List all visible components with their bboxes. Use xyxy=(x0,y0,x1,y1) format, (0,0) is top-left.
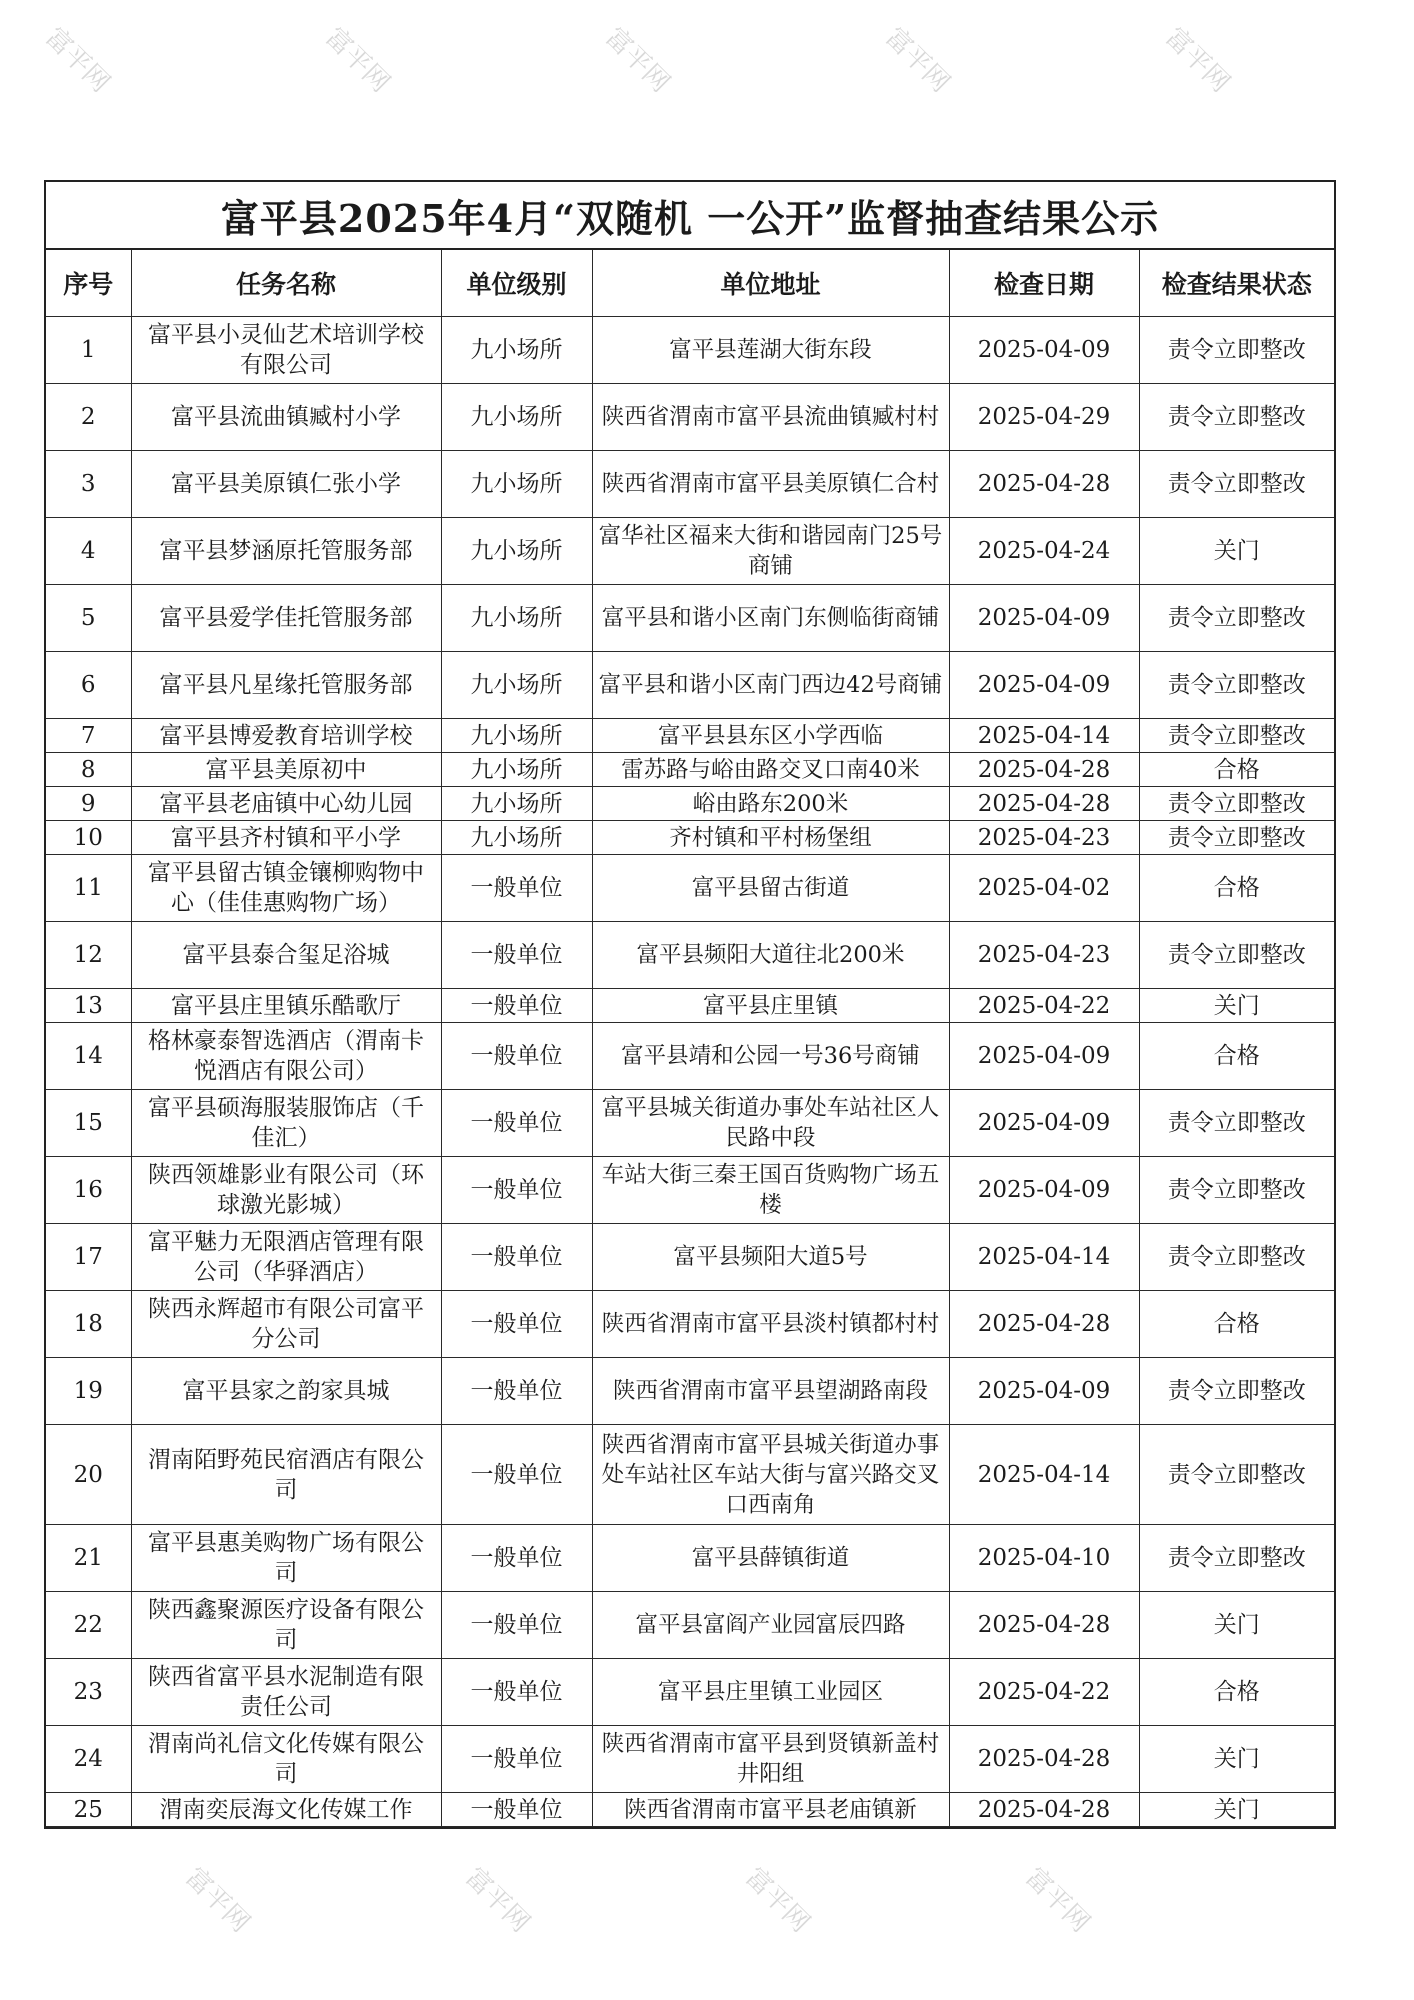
watermark: 富平网 xyxy=(459,1862,536,1939)
unit-level: 一般单位 xyxy=(441,1224,592,1291)
table-row xyxy=(46,855,1334,922)
unit-address: 富平县县东区小学西临 xyxy=(592,719,949,753)
row-number: 22 xyxy=(46,1592,131,1659)
task-name: 富平魅力无限酒店管理有限公司（华驿酒店） xyxy=(131,1224,441,1291)
unit-address: 峪由路东200米 xyxy=(592,787,949,821)
inspection-date: 2025-04-09 xyxy=(949,585,1139,652)
inspection-date: 2025-04-22 xyxy=(949,1659,1139,1726)
watermark: 富平网 xyxy=(39,22,116,99)
inspection-result: 责令立即整改 xyxy=(1139,451,1334,518)
inspection-date: 2025-04-09 xyxy=(949,1023,1139,1090)
header-cell: 单位地址 xyxy=(592,250,949,317)
unit-level: 一般单位 xyxy=(441,1090,592,1157)
unit-address: 富平县频阳大道往北200米 xyxy=(592,922,949,989)
unit-level: 一般单位 xyxy=(441,1023,592,1090)
row-number: 24 xyxy=(46,1726,131,1793)
inspection-date: 2025-04-28 xyxy=(949,1726,1139,1793)
unit-address: 雷苏路与峪由路交叉口南40米 xyxy=(592,753,949,787)
task-name: 渭南尚礼信文化传媒有限公司 xyxy=(131,1726,441,1793)
task-name: 富平县齐村镇和平小学 xyxy=(131,821,441,855)
unit-level: 九小场所 xyxy=(441,753,592,787)
unit-address: 陕西省渭南市富平县城关街道办事处车站社区车站大街与富兴路交叉口西南角 xyxy=(592,1425,949,1525)
table-row xyxy=(46,384,1334,451)
row-number: 13 xyxy=(46,989,131,1023)
unit-level: 一般单位 xyxy=(441,922,592,989)
unit-address: 富平县和谐小区南门东侧临街商铺 xyxy=(592,585,949,652)
task-name: 富平县凡星缘托管服务部 xyxy=(131,652,441,719)
task-name: 富平县惠美购物广场有限公司 xyxy=(131,1525,441,1592)
header-cell: 检查结果状态 xyxy=(1139,250,1334,317)
inspection-result: 责令立即整改 xyxy=(1139,384,1334,451)
unit-level: 一般单位 xyxy=(441,1592,592,1659)
watermark: 富平网 xyxy=(599,22,676,99)
unit-address: 富平县薛镇街道 xyxy=(592,1525,949,1592)
task-name: 陕西鑫聚源医疗设备有限公司 xyxy=(131,1592,441,1659)
watermark: 富平网 xyxy=(739,1862,816,1939)
unit-address: 齐村镇和平村杨堡组 xyxy=(592,821,949,855)
watermark: 富平网 xyxy=(1159,22,1236,99)
task-name: 富平县美原镇仁张小学 xyxy=(131,451,441,518)
unit-address: 陕西省渭南市富平县老庙镇新 xyxy=(592,1793,949,1827)
inspection-date: 2025-04-10 xyxy=(949,1525,1139,1592)
task-name: 富平县留古镇金镶柳购物中心（佳佳惠购物广场） xyxy=(131,855,441,922)
table-row xyxy=(46,1023,1334,1090)
unit-address: 富平县靖和公园一号36号商铺 xyxy=(592,1023,949,1090)
unit-address: 陕西省渭南市富平县淡村镇都村村 xyxy=(592,1291,949,1358)
inspection-result: 责令立即整改 xyxy=(1139,1358,1334,1425)
inspection-result: 责令立即整改 xyxy=(1139,1525,1334,1592)
header-cell: 检查日期 xyxy=(949,250,1139,317)
inspection-result: 关门 xyxy=(1139,1726,1334,1793)
row-number: 17 xyxy=(46,1224,131,1291)
task-name: 渭南陌野苑民宿酒店有限公司 xyxy=(131,1425,441,1525)
inspection-result: 责令立即整改 xyxy=(1139,1425,1334,1525)
table-row xyxy=(46,1090,1334,1157)
inspection-date: 2025-04-24 xyxy=(949,518,1139,585)
unit-level: 一般单位 xyxy=(441,1659,592,1726)
task-name: 富平县梦涵原托管服务部 xyxy=(131,518,441,585)
table-row xyxy=(46,1726,1334,1793)
table-row xyxy=(46,585,1334,652)
task-name: 富平县家之韵家具城 xyxy=(131,1358,441,1425)
inspection-result: 合格 xyxy=(1139,753,1334,787)
row-number: 12 xyxy=(46,922,131,989)
task-name: 富平县老庙镇中心幼儿园 xyxy=(131,787,441,821)
page-title: 富平县2025年4月“双随机 一公开”监督抽查结果公示 xyxy=(46,182,1334,250)
row-number: 15 xyxy=(46,1090,131,1157)
inspection-date: 2025-04-28 xyxy=(949,1592,1139,1659)
results-table xyxy=(46,250,1334,1827)
table-row xyxy=(46,922,1334,989)
unit-level: 九小场所 xyxy=(441,518,592,585)
unit-address: 富华社区福来大街和谐园南门25号商铺 xyxy=(592,518,949,585)
row-number: 5 xyxy=(46,585,131,652)
row-number: 6 xyxy=(46,652,131,719)
unit-level: 九小场所 xyxy=(441,821,592,855)
unit-level: 一般单位 xyxy=(441,1157,592,1224)
row-number: 23 xyxy=(46,1659,131,1726)
unit-address: 陕西省渭南市富平县望湖路南段 xyxy=(592,1358,949,1425)
unit-address: 陕西省渭南市富平县流曲镇臧村村 xyxy=(592,384,949,451)
inspection-date: 2025-04-09 xyxy=(949,1090,1139,1157)
inspection-result: 合格 xyxy=(1139,1023,1334,1090)
unit-level: 一般单位 xyxy=(441,1726,592,1793)
task-name: 富平县硕海服装服饰店（千佳汇） xyxy=(131,1090,441,1157)
unit-address: 陕西省渭南市富平县美原镇仁合村 xyxy=(592,451,949,518)
table-row xyxy=(46,787,1334,821)
inspection-date: 2025-04-23 xyxy=(949,922,1139,989)
watermark: 富平网 xyxy=(179,1862,256,1939)
inspection-date: 2025-04-09 xyxy=(949,1358,1139,1425)
row-number: 4 xyxy=(46,518,131,585)
inspection-date: 2025-04-28 xyxy=(949,1291,1139,1358)
task-name: 富平县博爱教育培训学校 xyxy=(131,719,441,753)
table-row xyxy=(46,1425,1334,1525)
table-row xyxy=(46,1224,1334,1291)
inspection-result: 责令立即整改 xyxy=(1139,1090,1334,1157)
inspection-result: 合格 xyxy=(1139,1659,1334,1726)
unit-level: 一般单位 xyxy=(441,1525,592,1592)
unit-level: 九小场所 xyxy=(441,585,592,652)
inspection-result: 责令立即整改 xyxy=(1139,585,1334,652)
unit-address: 富平县频阳大道5号 xyxy=(592,1224,949,1291)
watermark: 富平网 xyxy=(879,22,956,99)
inspection-result: 责令立即整改 xyxy=(1139,787,1334,821)
table-row xyxy=(46,451,1334,518)
table-row xyxy=(46,1793,1334,1827)
table-row xyxy=(46,317,1334,384)
unit-level: 一般单位 xyxy=(441,989,592,1023)
inspection-result: 责令立即整改 xyxy=(1139,719,1334,753)
task-name: 富平县庄里镇乐酷歌厅 xyxy=(131,989,441,1023)
row-number: 21 xyxy=(46,1525,131,1592)
row-number: 20 xyxy=(46,1425,131,1525)
inspection-result: 关门 xyxy=(1139,518,1334,585)
task-name: 富平县泰合玺足浴城 xyxy=(131,922,441,989)
watermark: 富平网 xyxy=(319,22,396,99)
unit-level: 九小场所 xyxy=(441,451,592,518)
inspection-date: 2025-04-22 xyxy=(949,989,1139,1023)
task-name: 渭南奕辰海文化传媒工作 xyxy=(131,1793,441,1827)
inspection-result: 责令立即整改 xyxy=(1139,922,1334,989)
unit-address: 富平县庄里镇 xyxy=(592,989,949,1023)
unit-address: 富平县富阎产业园富辰四路 xyxy=(592,1592,949,1659)
inspection-date: 2025-04-09 xyxy=(949,652,1139,719)
task-name: 富平县美原初中 xyxy=(131,753,441,787)
inspection-date: 2025-04-14 xyxy=(949,1224,1139,1291)
table-row xyxy=(46,1157,1334,1224)
row-number: 18 xyxy=(46,1291,131,1358)
inspection-result: 责令立即整改 xyxy=(1139,1224,1334,1291)
table-row xyxy=(46,989,1334,1023)
unit-level: 一般单位 xyxy=(441,1425,592,1525)
unit-address: 车站大街三秦王国百货购物广场五楼 xyxy=(592,1157,949,1224)
watermark: 富平网 xyxy=(1019,1862,1096,1939)
row-number: 7 xyxy=(46,719,131,753)
row-number: 9 xyxy=(46,787,131,821)
inspection-result: 合格 xyxy=(1139,855,1334,922)
task-name: 陕西永辉超市有限公司富平分公司 xyxy=(131,1291,441,1358)
table-row xyxy=(46,1659,1334,1726)
unit-level: 九小场所 xyxy=(441,384,592,451)
table-row xyxy=(46,1291,1334,1358)
inspection-date: 2025-04-14 xyxy=(949,719,1139,753)
unit-level: 九小场所 xyxy=(441,652,592,719)
header-row xyxy=(46,250,1334,317)
task-name: 富平县小灵仙艺术培训学校有限公司 xyxy=(131,317,441,384)
inspection-date: 2025-04-14 xyxy=(949,1425,1139,1525)
task-name: 陕西省富平县水泥制造有限责任公司 xyxy=(131,1659,441,1726)
row-number: 14 xyxy=(46,1023,131,1090)
row-number: 19 xyxy=(46,1358,131,1425)
inspection-date: 2025-04-23 xyxy=(949,821,1139,855)
table-row xyxy=(46,1592,1334,1659)
task-name: 富平县流曲镇臧村小学 xyxy=(131,384,441,451)
unit-address: 富平县城关街道办事处车站社区人民路中段 xyxy=(592,1090,949,1157)
table-row xyxy=(46,1525,1334,1592)
row-number: 10 xyxy=(46,821,131,855)
table-row xyxy=(46,1358,1334,1425)
inspection-result: 责令立即整改 xyxy=(1139,821,1334,855)
results-sheet xyxy=(44,180,1336,1829)
table-row xyxy=(46,753,1334,787)
header-cell: 单位级别 xyxy=(441,250,592,317)
inspection-date: 2025-04-29 xyxy=(949,384,1139,451)
inspection-date: 2025-04-28 xyxy=(949,753,1139,787)
inspection-date: 2025-04-09 xyxy=(949,1157,1139,1224)
inspection-result: 关门 xyxy=(1139,989,1334,1023)
unit-address: 陕西省渭南市富平县到贤镇新盖村井阳组 xyxy=(592,1726,949,1793)
row-number: 16 xyxy=(46,1157,131,1224)
inspection-date: 2025-04-28 xyxy=(949,787,1139,821)
header-cell: 序号 xyxy=(46,250,131,317)
unit-level: 一般单位 xyxy=(441,1358,592,1425)
table-row xyxy=(46,652,1334,719)
task-name: 富平县爱学佳托管服务部 xyxy=(131,585,441,652)
inspection-result: 责令立即整改 xyxy=(1139,1157,1334,1224)
unit-address: 富平县和谐小区南门西边42号商铺 xyxy=(592,652,949,719)
unit-level: 一般单位 xyxy=(441,855,592,922)
row-number: 2 xyxy=(46,384,131,451)
inspection-date: 2025-04-28 xyxy=(949,1793,1139,1827)
task-name: 格林豪泰智选酒店（渭南卡悦酒店有限公司） xyxy=(131,1023,441,1090)
inspection-date: 2025-04-09 xyxy=(949,317,1139,384)
table-row xyxy=(46,821,1334,855)
inspection-result: 合格 xyxy=(1139,1291,1334,1358)
unit-level: 一般单位 xyxy=(441,1291,592,1358)
unit-address: 富平县莲湖大街东段 xyxy=(592,317,949,384)
inspection-result: 关门 xyxy=(1139,1793,1334,1827)
unit-address: 富平县庄里镇工业园区 xyxy=(592,1659,949,1726)
inspection-result: 责令立即整改 xyxy=(1139,317,1334,384)
header-cell: 任务名称 xyxy=(131,250,441,317)
table-row xyxy=(46,719,1334,753)
unit-level: 九小场所 xyxy=(441,787,592,821)
row-number: 11 xyxy=(46,855,131,922)
inspection-date: 2025-04-28 xyxy=(949,451,1139,518)
inspection-result: 责令立即整改 xyxy=(1139,652,1334,719)
unit-level: 一般单位 xyxy=(441,1793,592,1827)
table-row xyxy=(46,518,1334,585)
row-number: 1 xyxy=(46,317,131,384)
inspection-date: 2025-04-02 xyxy=(949,855,1139,922)
inspection-result: 关门 xyxy=(1139,1592,1334,1659)
unit-level: 九小场所 xyxy=(441,719,592,753)
unit-level: 九小场所 xyxy=(441,317,592,384)
unit-address: 富平县留古街道 xyxy=(592,855,949,922)
row-number: 3 xyxy=(46,451,131,518)
row-number: 25 xyxy=(46,1793,131,1827)
row-number: 8 xyxy=(46,753,131,787)
task-name: 陕西领雄影业有限公司（环球激光影城） xyxy=(131,1157,441,1224)
